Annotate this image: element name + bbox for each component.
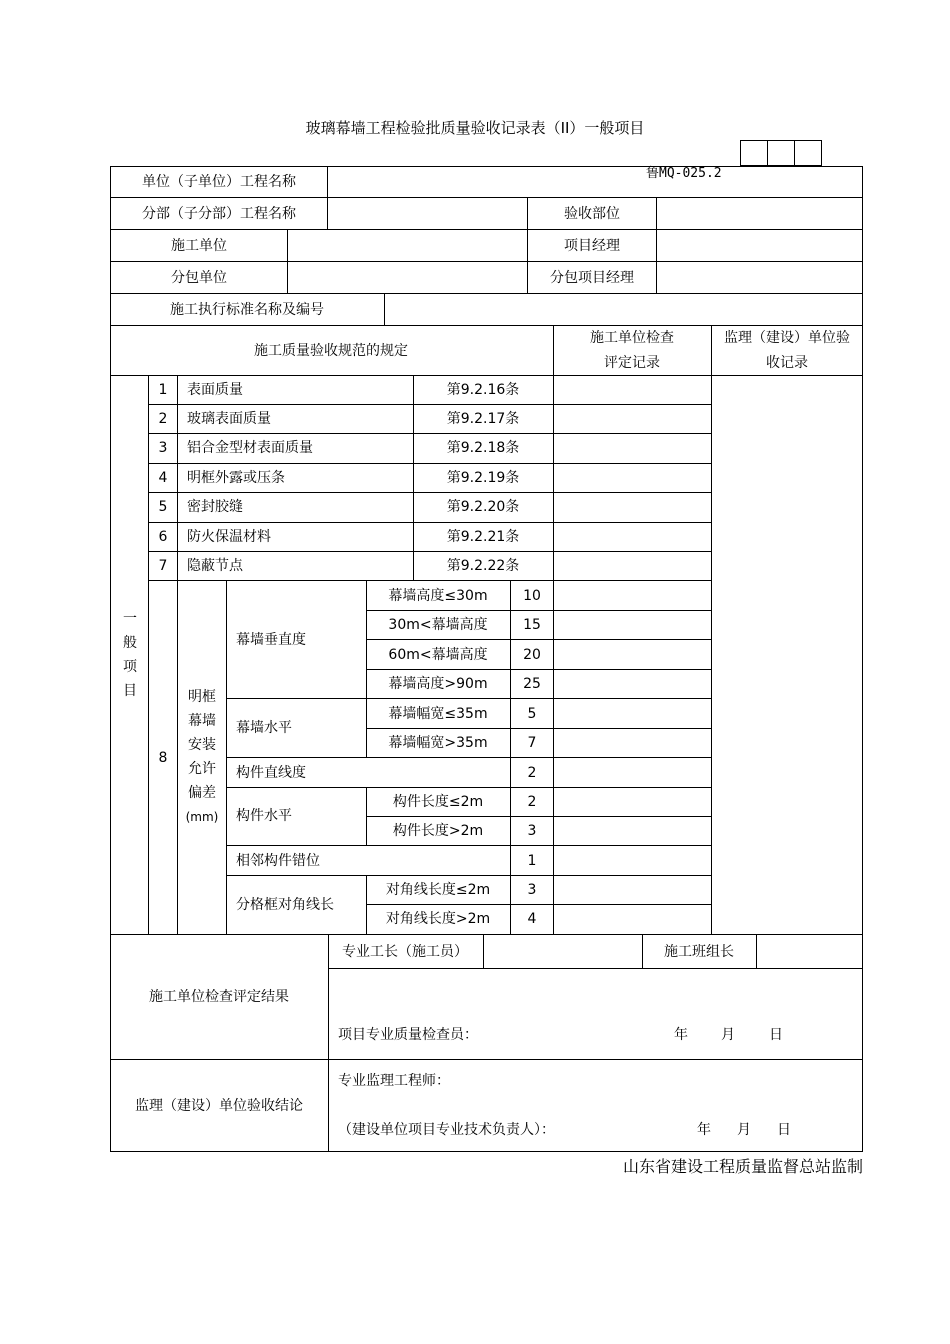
- foreman-label: 专业工长（施工员）: [342, 944, 468, 960]
- tolerance-value: 4: [527, 911, 537, 927]
- item-name: 防火保温材料: [187, 529, 271, 545]
- general-label-char: 目: [123, 683, 137, 699]
- item-name: 铝合金型材表面质量: [187, 440, 313, 456]
- project-manager-label: 项目经理: [564, 238, 620, 254]
- item-clause: 第9.2.19条: [446, 470, 520, 486]
- standard-name-label: 施工执行标准名称及编号: [170, 302, 324, 318]
- tolerance-value: 7: [527, 735, 537, 751]
- item-no: 2: [158, 411, 168, 427]
- general-label-char: 般: [123, 635, 137, 651]
- item-clause: 第9.2.21条: [446, 529, 520, 545]
- item-name: 密封胶缝: [187, 499, 243, 515]
- tolerance-condition: 幕墙高度≤30m: [388, 588, 488, 604]
- general-label-char: 一: [123, 611, 137, 627]
- quality-inspector-label: 项目专业质量检查员：: [338, 1027, 478, 1043]
- item-name: 玻璃表面质量: [187, 411, 271, 427]
- tolerance-group-name: 相邻构件错位: [236, 853, 320, 869]
- construction-result-label: 施工单位检查评定结果: [149, 989, 289, 1005]
- item-clause: 第9.2.22条: [446, 558, 520, 574]
- general-label-char: 项: [123, 659, 137, 675]
- unit-project-name-label: 单位（子单位）工程名称: [142, 174, 296, 190]
- item-name: 表面质量: [187, 382, 243, 398]
- tolerance-condition: 构件长度>2m: [392, 823, 484, 839]
- item-no: 7: [158, 558, 168, 574]
- tolerance-value: 20: [523, 647, 541, 663]
- result-year-label: 年: [674, 1027, 688, 1043]
- tolerance-group-name: 幕墙水平: [236, 720, 292, 736]
- item8-label-part: 明框: [188, 689, 216, 705]
- item-name: 隐蔽节点: [187, 558, 243, 574]
- tolerance-condition: 对角线长度≤2m: [385, 882, 491, 898]
- conclusion-day-label: 日: [777, 1122, 791, 1138]
- item8-label: [182, 685, 222, 829]
- item-name: 明框外露或压条: [187, 470, 285, 486]
- tolerance-group-name: 构件直线度: [236, 765, 306, 781]
- item-clause: 第9.2.18条: [446, 440, 520, 456]
- supervising-engineer-label: 专业监理工程师：: [338, 1073, 450, 1089]
- item8-label-part: 安装: [188, 737, 216, 753]
- tolerance-condition: 构件长度≤2m: [392, 794, 484, 810]
- tolerance-value: 5: [527, 706, 537, 722]
- tolerance-group-name: 分格框对角线长: [236, 897, 334, 913]
- sub-project-name-label: 分部（子分部）工程名称: [142, 206, 296, 222]
- item-clause: 第9.2.20条: [446, 499, 520, 515]
- item8-label-part: (mm): [185, 810, 219, 824]
- item-no: 1: [158, 382, 168, 398]
- tolerance-value: 3: [527, 823, 537, 839]
- item-no: 8: [158, 750, 168, 766]
- construction-unit-label: 施工单位: [171, 238, 227, 254]
- item-no: 4: [158, 470, 168, 486]
- supervision-heading-line1: 监理（建设）单位验: [724, 330, 850, 346]
- tolerance-value: 1: [527, 853, 537, 869]
- tolerance-condition: 幕墙幅宽>35m: [388, 735, 488, 751]
- tolerance-value: 25: [523, 676, 541, 692]
- subcontract-unit-label: 分包单位: [171, 270, 227, 286]
- supervision-heading-line2: 收记录: [766, 355, 808, 371]
- item8-label-part: 允许: [188, 761, 216, 777]
- tolerance-group-name: 幕墙垂直度: [236, 632, 306, 648]
- tolerance-condition: 60m<幕墙高度: [388, 647, 488, 663]
- conclusion-month-label: 月: [737, 1122, 751, 1138]
- form-title: 玻璃幕墙工程检验批质量验收记录表（II）一般项目: [305, 119, 645, 137]
- tolerance-condition: 30m<幕墙高度: [388, 617, 488, 633]
- conclusion-year-label: 年: [697, 1122, 711, 1138]
- item8-label-part: 幕墙: [188, 713, 216, 729]
- item-no: 6: [158, 529, 168, 545]
- item-no: 3: [158, 440, 168, 456]
- tolerance-condition: 幕墙幅宽≤35m: [388, 706, 488, 722]
- owner-representative-label: （建设单位项目专业技术负责人）：: [338, 1122, 555, 1138]
- tolerance-condition: 对角线长度>2m: [385, 911, 491, 927]
- supervision-conclusion-label: 监理（建设）单位验收结论: [135, 1098, 303, 1114]
- tolerance-value: 2: [527, 765, 537, 781]
- tolerance-group-name: 构件水平: [236, 808, 292, 824]
- tolerance-value: 10: [523, 588, 541, 604]
- general-items-label: [120, 607, 140, 703]
- subcontract-manager-label: 分包项目经理: [550, 270, 634, 286]
- supervisor-footer: 山东省建设工程质量监督总站监制: [622, 1157, 863, 1176]
- tolerance-condition: 幕墙高度>90m: [388, 676, 488, 692]
- result-month-label: 月: [721, 1027, 735, 1043]
- acceptance-part-label: 验收部位: [564, 206, 620, 222]
- item8-label-part: 偏差: [188, 785, 216, 801]
- result-day-label: 日: [769, 1027, 783, 1043]
- team-leader-label: 施工班组长: [664, 944, 734, 960]
- tolerance-value: 2: [527, 794, 537, 810]
- item-no: 5: [158, 499, 168, 515]
- spec-column-heading: 施工质量验收规范的规定: [254, 343, 408, 359]
- form-code: 鲁MQ-025.2: [646, 166, 722, 181]
- item-clause: 第9.2.16条: [446, 382, 520, 398]
- construction-check-heading-line2: 评定记录: [604, 355, 660, 371]
- tolerance-value: 15: [523, 617, 541, 633]
- item-clause: 第9.2.17条: [446, 411, 520, 427]
- tolerance-value: 3: [527, 882, 537, 898]
- construction-check-heading-line1: 施工单位检查: [590, 330, 674, 346]
